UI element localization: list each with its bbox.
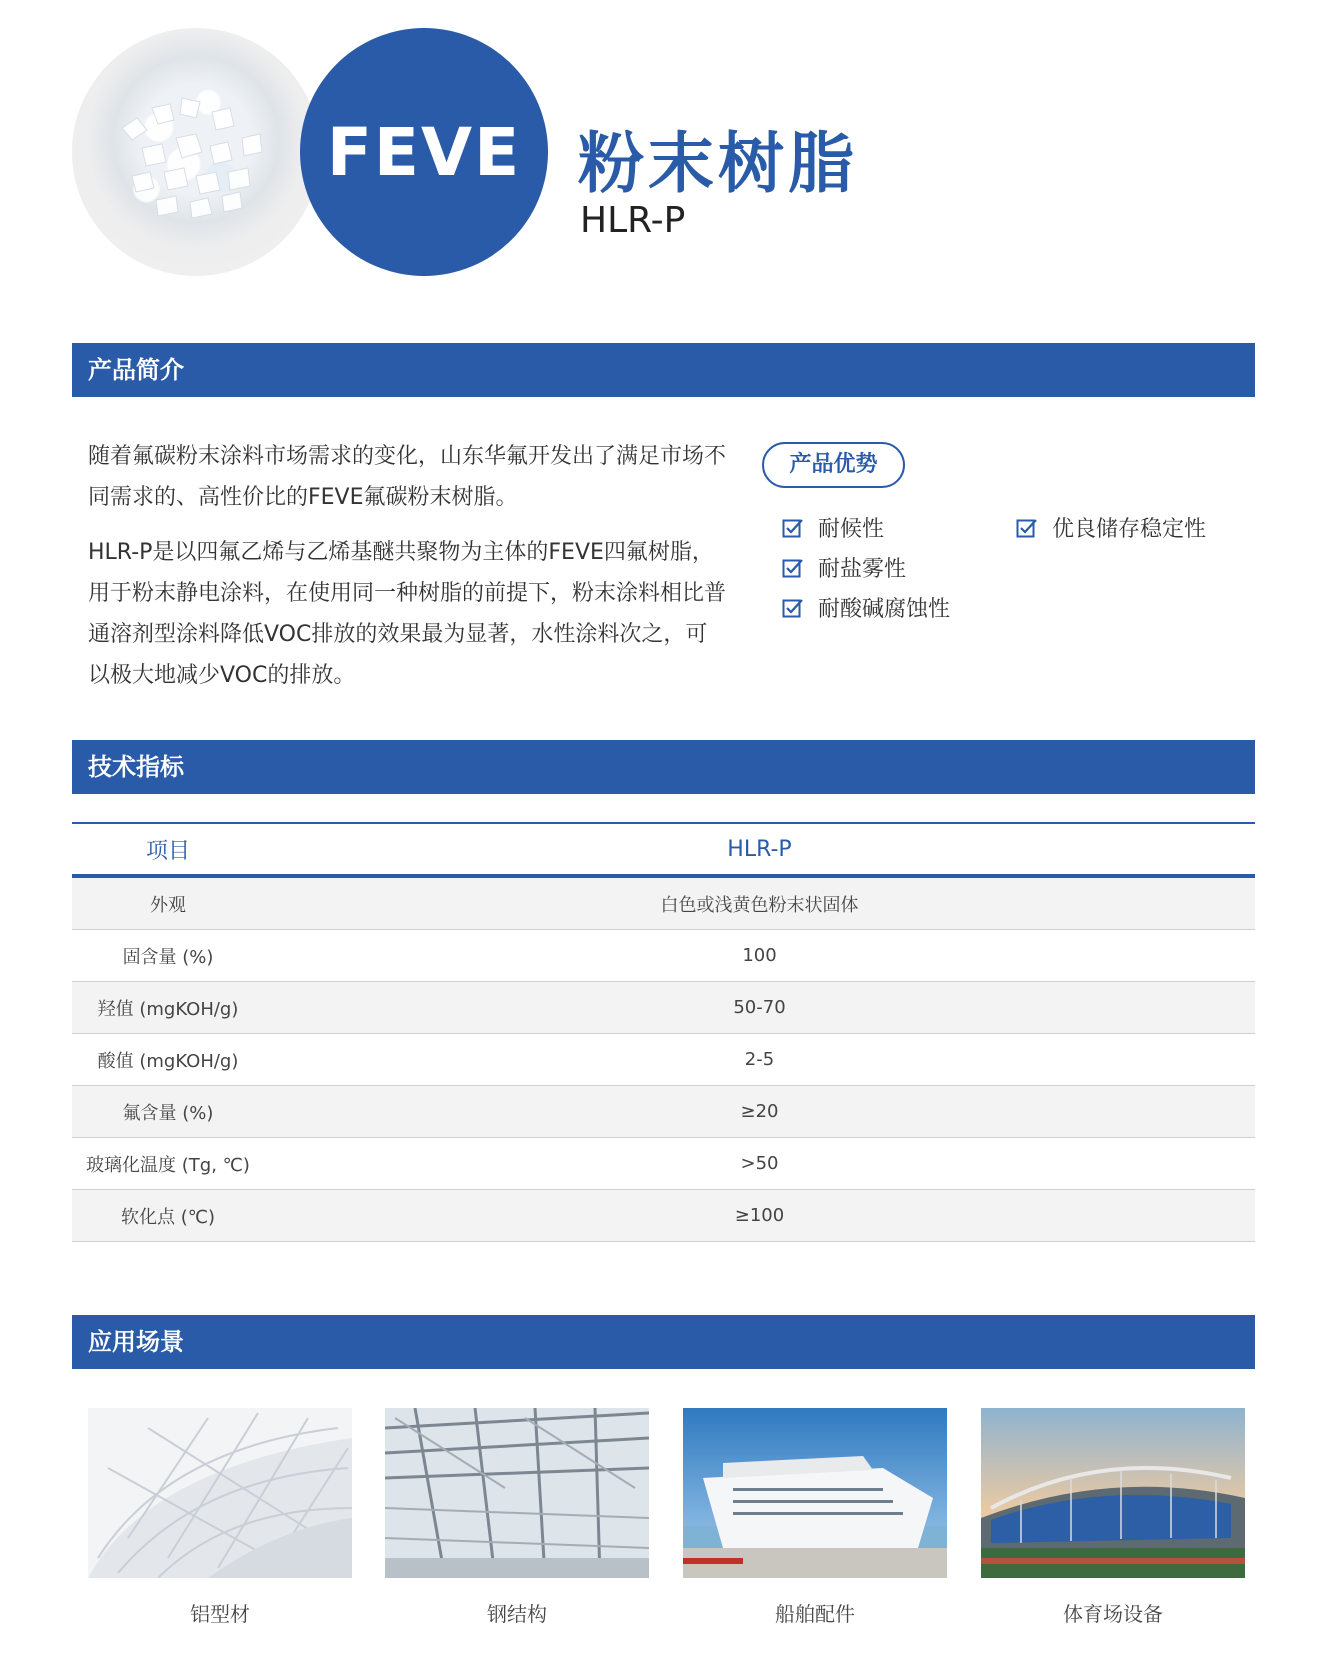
product-title: 粉末树脂: [578, 125, 858, 202]
row-value: 50-70: [733, 997, 786, 1018]
steel-structure-photo: [385, 1408, 649, 1578]
intro-section-heading: 产品简介: [72, 343, 1255, 397]
row-value: >50: [740, 1153, 779, 1174]
row-value: 白色或浅黄色粉末状固体: [660, 894, 859, 916]
advantage-item: [1016, 512, 1206, 543]
stadium-photo: [981, 1408, 1245, 1578]
crystals-illustration: [92, 68, 292, 238]
table-row: [72, 1190, 1255, 1242]
row-item: 玻璃化温度 (Tg, ℃): [86, 1154, 250, 1176]
column-header-item: 项目: [145, 838, 190, 864]
row-item: 酸值 (mgKOH/g): [97, 1050, 239, 1072]
table-row: [72, 1086, 1255, 1138]
advantage-item: [782, 512, 884, 543]
application-card: [981, 1408, 1245, 1627]
advantage-label: 耐酸碱腐蚀性: [818, 597, 951, 622]
spec-table: [72, 822, 1255, 1242]
intro-paragraph-2: HLR-P是以四氟乙烯与乙烯基醚共聚物为主体的FEVE四氟树脂，用于粉末静电涂料，在使用同一种树脂的前提下，粉末涂料相比普通溶剂型涂料降低VOC排放的效果最为显著，水性涂料次之，可以极大地减少VOC的排放。: [88, 540, 727, 688]
table-row: [72, 878, 1255, 930]
table-row: [72, 930, 1255, 982]
row-value: 100: [742, 945, 777, 966]
feve-badge-text: FEVE: [326, 113, 522, 191]
row-value: ≥20: [740, 1101, 779, 1122]
application-label: 铝型材: [190, 1602, 250, 1626]
checkbox-checked-icon: [782, 557, 804, 579]
intro-paragraph-1: 随着氟碳粉末涂料市场需求的变化，山东华氟开发出了满足市场不同需求的、高性价比的FEVE氟碳粉末树脂。: [88, 444, 727, 510]
row-item: 软化点 (℃): [121, 1206, 215, 1228]
advantage-label: 优良储存稳定性: [1052, 517, 1207, 542]
feve-badge: [300, 28, 548, 276]
table-row: [72, 982, 1255, 1034]
advantages-badge: 产品优势: [762, 442, 905, 488]
advantage-label: 耐盐雾性: [818, 557, 907, 582]
row-item: 羟值 (mgKOH/g): [97, 998, 239, 1020]
resin-crystals-photo: [72, 28, 320, 276]
application-card: [683, 1408, 947, 1627]
spec-table-header: [72, 822, 1255, 878]
row-item: 外观: [150, 894, 186, 916]
row-value: 2-5: [744, 1049, 775, 1070]
checkbox-checked-icon: [1016, 517, 1038, 539]
row-item: 氟含量 (%): [122, 1102, 214, 1124]
application-card: [385, 1408, 649, 1627]
application-label: 船舶配件: [775, 1602, 855, 1626]
advantage-item: [782, 552, 906, 583]
row-item: 固含量 (%): [122, 946, 214, 968]
spec-section-heading: 技术指标: [72, 740, 1255, 794]
application-label: 体育场设备: [1063, 1602, 1163, 1626]
column-header-value: HLR-P: [727, 836, 792, 862]
checkbox-checked-icon: [782, 597, 804, 619]
advantage-label: 耐候性: [818, 517, 885, 542]
row-value: ≥100: [734, 1205, 785, 1226]
application-label: 钢结构: [487, 1602, 547, 1626]
advantage-item: [782, 592, 950, 623]
checkbox-checked-icon: [782, 517, 804, 539]
table-row: [72, 1138, 1255, 1190]
apps-section-heading: 应用场景: [72, 1315, 1255, 1369]
intro-text: [88, 436, 728, 696]
table-row: [72, 1034, 1255, 1086]
aluminum-profile-photo: [88, 1408, 352, 1578]
product-model: HLR-P: [580, 200, 686, 241]
application-card: [88, 1408, 352, 1627]
application-gallery: [88, 1408, 1238, 1626]
cruise-ship-photo: [683, 1408, 947, 1578]
